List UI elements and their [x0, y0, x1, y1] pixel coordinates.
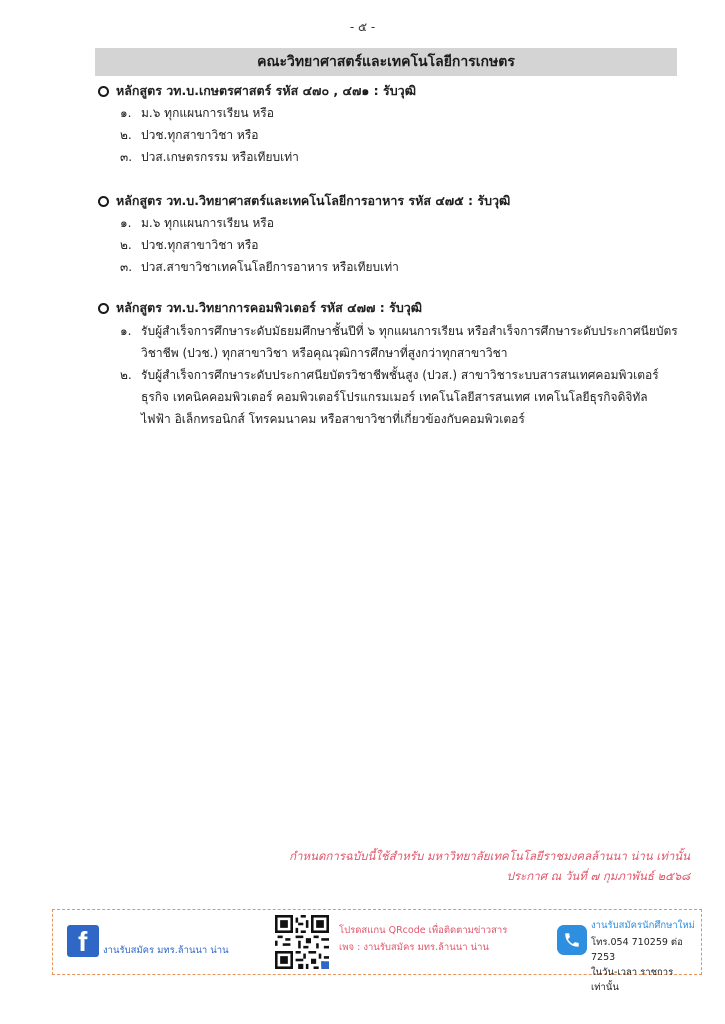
qr-instructions [339, 922, 507, 956]
contact-box [52, 909, 702, 993]
list-item [98, 364, 678, 430]
page-number: - ๕ - [349, 20, 376, 34]
program-heading [98, 298, 678, 318]
item-text: ม.๖ ทุกแผนการเรียน หรือ [141, 106, 274, 120]
list-item [98, 146, 678, 168]
requirements-list [98, 212, 678, 278]
facebook-icon[interactable]: f [67, 925, 99, 957]
office-hours: ในวัน-เวลา ราชการเท่านั้น [591, 967, 674, 993]
program-heading-text: หลักสูตร วท.บ.เกษตรศาสตร์ รหัส ๔๗๐ , ๔๗๑ : รับวุฒิ [116, 83, 416, 98]
phone-number[interactable]: โทร.054 710259 ต่อ 7253 [591, 937, 683, 963]
requirements-list [98, 102, 678, 168]
item-number: ๑. [120, 324, 132, 338]
item-text: ปวส.เกษตรกรรม หรือเทียบเท่า [141, 150, 299, 164]
item-number: ๑. [120, 106, 132, 120]
program-heading [98, 191, 678, 211]
footer-note-line: กำหนดการฉบับนี้ใช้สำหรับ มหาวิทยาลัยเทคโนโลยีราชมงคลล้านนา น่าน เท่านั้น [289, 849, 690, 863]
item-number: ๓. [120, 150, 133, 164]
item-number: ๒. [120, 238, 132, 252]
qr-code[interactable] [275, 915, 329, 969]
item-text: ปวส.สาขาวิชาเทคโนโลยีการอาหาร หรือเทียบเท่า [141, 260, 399, 274]
admission-office-title: งานรับสมัครนักศึกษาใหม่ [591, 920, 695, 931]
qr-instruction-line: โปรดสแกน QRcode เพื่อติดตามข่าวสาร [339, 925, 508, 936]
phone-details [591, 935, 701, 995]
requirements-list [98, 320, 678, 430]
list-item [98, 320, 678, 364]
program-heading-text: หลักสูตร วท.บ.วิทยาศาสตร์และเทคโนโลยีการอาหาร รหัส ๔๗๕ : รับวุฒิ [116, 193, 511, 208]
item-number: ๑. [120, 216, 132, 230]
item-number: ๓. [120, 260, 133, 274]
circle-bullet-icon [98, 303, 109, 314]
phone-icon[interactable] [557, 925, 587, 955]
circle-bullet-icon [98, 86, 109, 97]
program-heading [98, 81, 678, 101]
qr-page-name: เพจ : งานรับสมัคร มทร.ล้านนา น่าน [339, 942, 489, 953]
list-item [98, 102, 678, 124]
program-heading-text: หลักสูตร วท.บ.วิทยาการคอมพิวเตอร์ รหัส ๔๗๗ : รับวุฒิ [116, 300, 423, 315]
list-item [98, 234, 678, 256]
circle-bullet-icon [98, 196, 109, 207]
list-item [98, 212, 678, 234]
faculty-title: คณะวิทยาศาสตร์และเทคโนโลยีการเกษตร [95, 48, 677, 76]
footer-note [190, 846, 690, 886]
list-item [98, 124, 678, 146]
item-text: ปวช.ทุกสาขาวิชา หรือ [141, 128, 259, 142]
item-text: รับผู้สำเร็จการศึกษาระดับมัธยมศึกษาชั้นปีที่ ๖ ทุกแผนการเรียน หรือสำเร็จการศึกษาระดับประกาศนียบัตรวิชาชีพ (ปวช.) ทุกสาขาวิชา หรือคุณวุฒิการศึกษาที่สูงกว่าทุกสาขาวิชา [141, 324, 678, 360]
program-section [98, 298, 678, 430]
item-text: รับผู้สำเร็จการศึกษาระดับประกาศนียบัตรวิชาชีพชั้นสูง (ปวส.) สาขาวิชาระบบสารสนเทศคอมพิวเตอร์ธุรกิจ เทคนิคคอมพิวเตอร์ คอมพิวเตอร์โปรแกรมเมอร์ เทคโนโลยีสารสนเทศ เทคโนโลยีธุรกิจดิจิทัล ไฟฟ้า อิเล็กทรอนิกส์ โทรคมนาคม หรือสาขาวิชาที่เกี่ยวข้องกับคอมพิวเตอร์ [141, 368, 659, 426]
facebook-page-label[interactable]: งานรับสมัคร มทร.ล้านนา น่าน [103, 945, 229, 956]
program-section [98, 81, 678, 168]
list-item [98, 256, 678, 278]
item-number: ๒. [120, 368, 132, 382]
item-number: ๒. [120, 128, 132, 142]
item-text: ม.๖ ทุกแผนการเรียน หรือ [141, 216, 274, 230]
program-section [98, 191, 678, 278]
item-text: ปวช.ทุกสาขาวิชา หรือ [141, 238, 259, 252]
footer-note-date: ประกาศ ณ วันที่ ๗ กุมภาพันธ์ ๒๕๖๘ [506, 869, 690, 883]
